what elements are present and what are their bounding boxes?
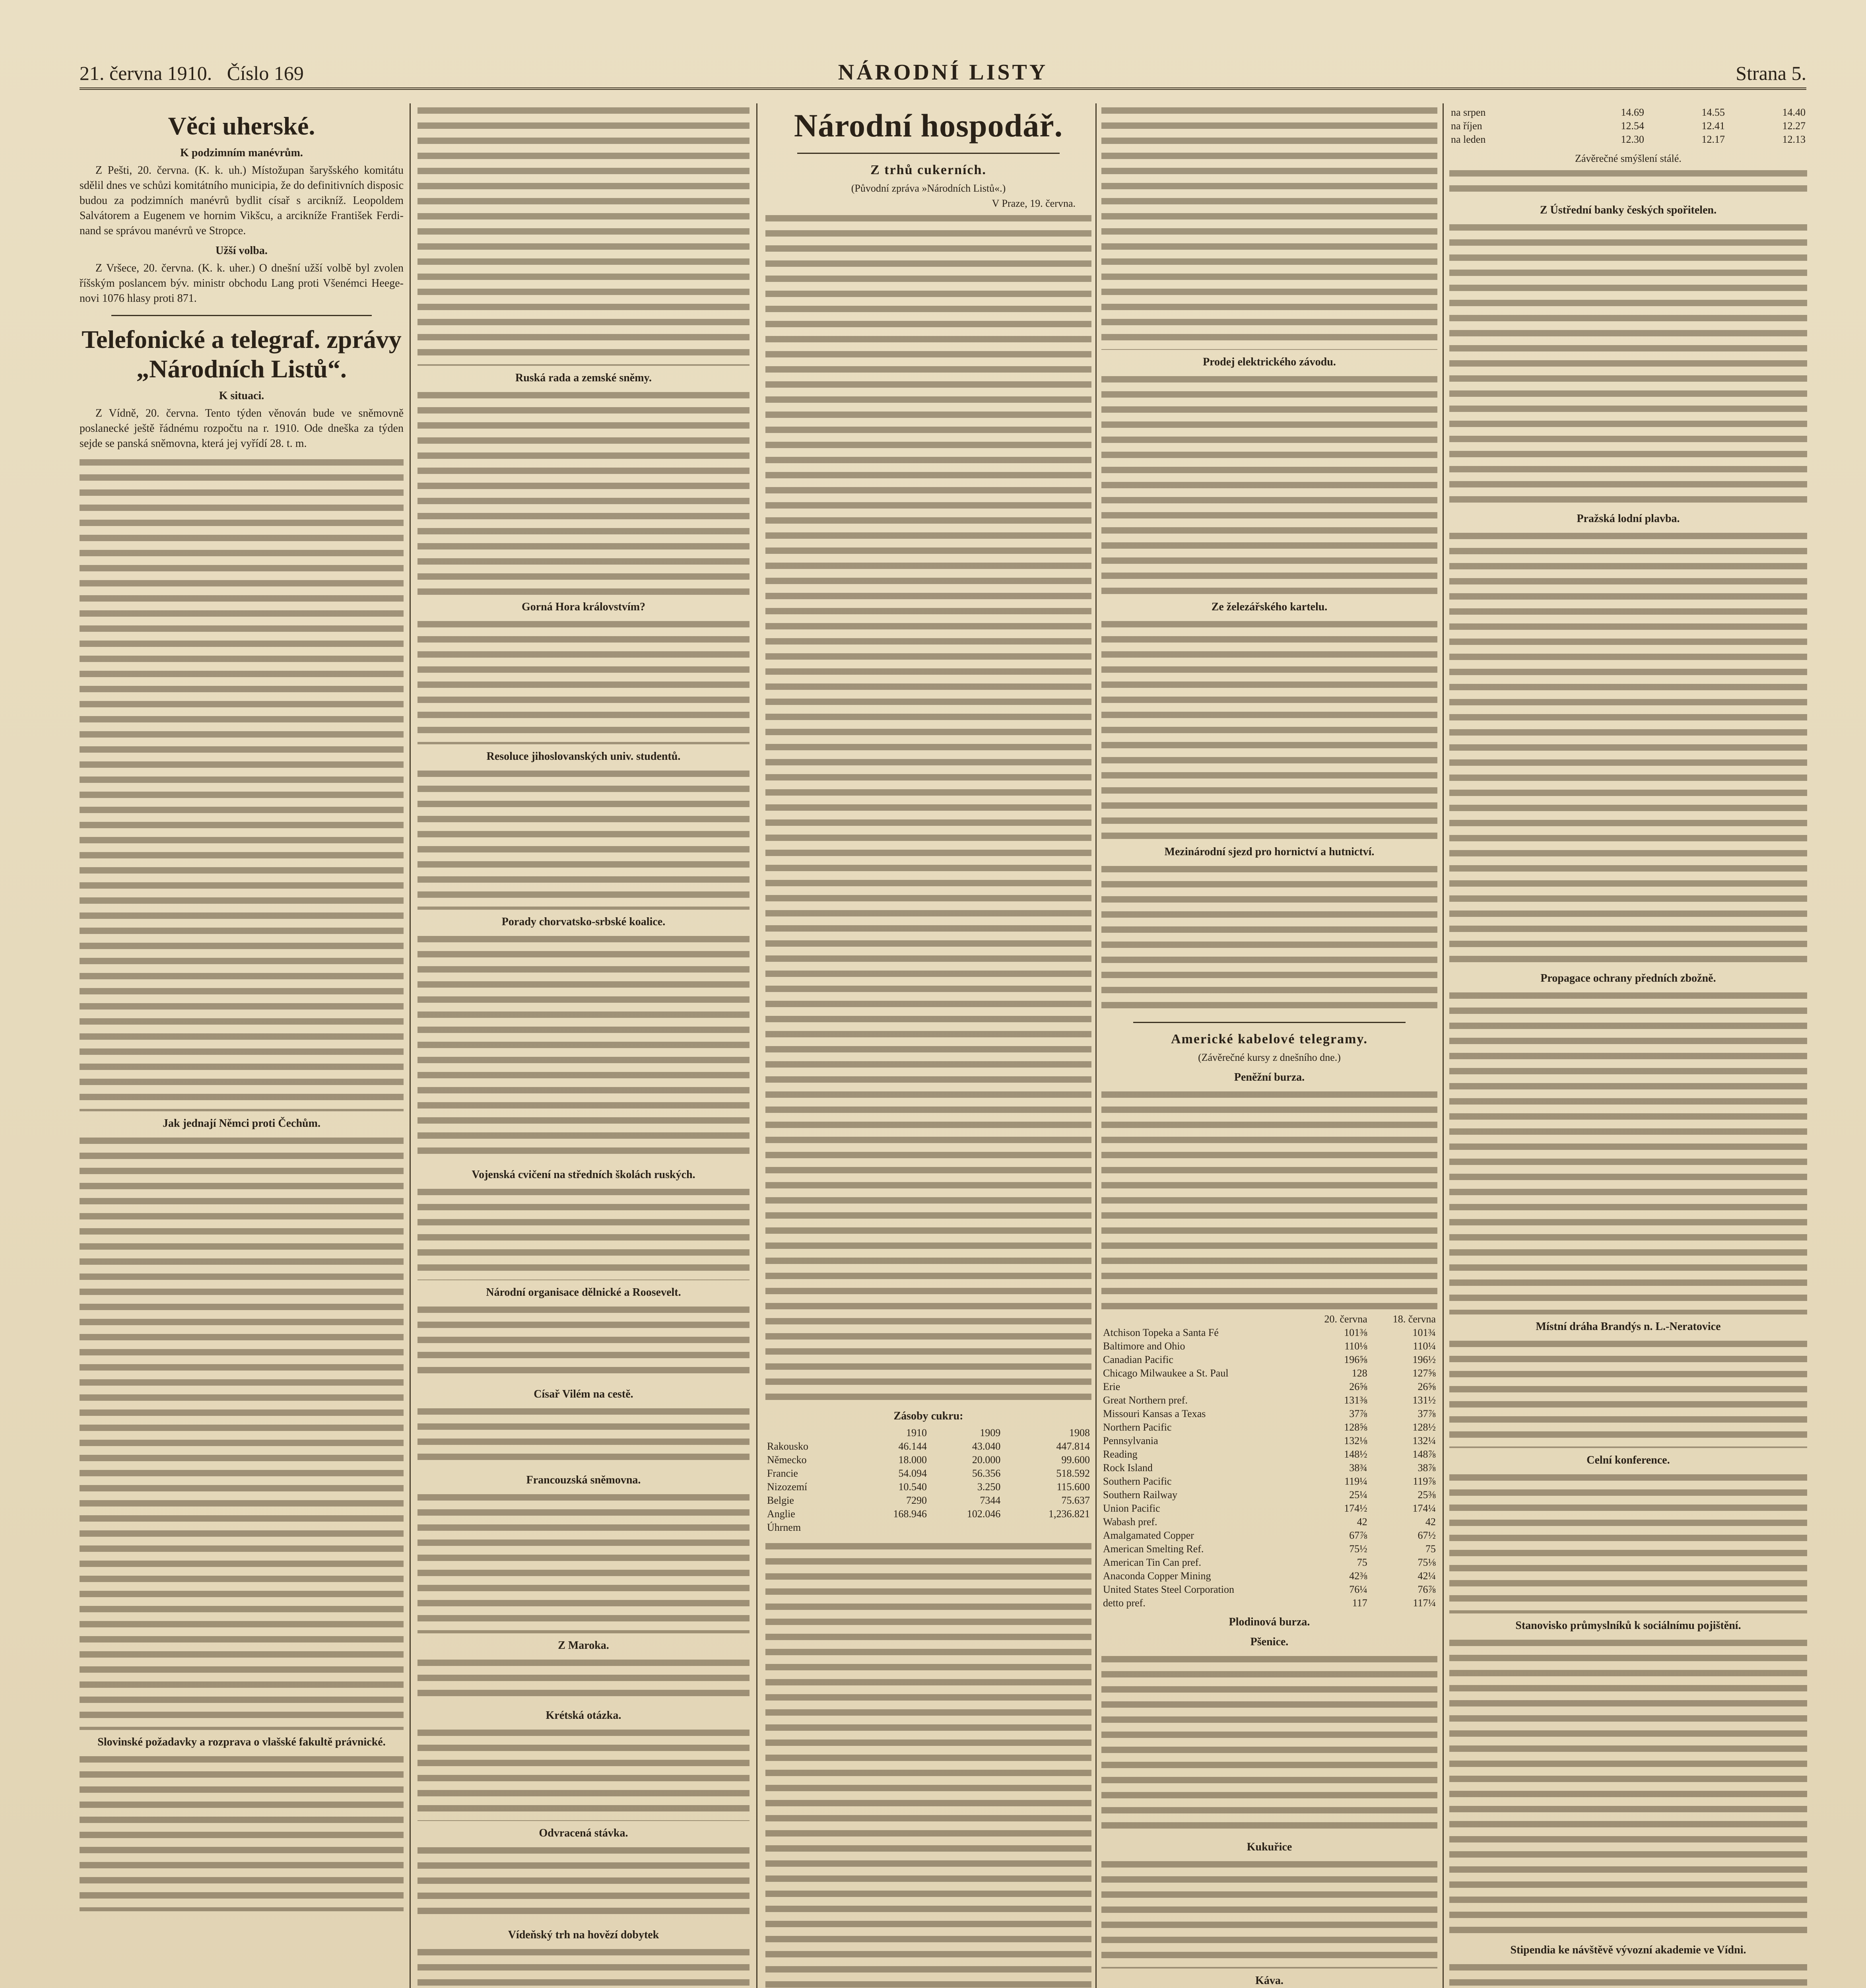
- text-body: [417, 1656, 750, 1703]
- subheading: Národní organisace dělnické a Roosevelt.: [486, 1286, 681, 1299]
- table-row: Belgie 7290 7344 75.637: [767, 1495, 1090, 1506]
- section-title-telegrams: Telefonické a telegraf. zprávy „Národních Listů“.: [82, 325, 402, 383]
- stock-row: Northern Pacific 128⅝ 128½: [1103, 1421, 1436, 1433]
- table-row: Nizozemí 10.540 3.250 115.600: [767, 1481, 1090, 1493]
- text-body: [80, 1752, 404, 1911]
- column-4: [1101, 103, 1437, 1988]
- divider: [1133, 1022, 1406, 1023]
- stock-quotes-table: [1101, 1312, 1437, 1610]
- section-title-economy: Národní hospodář.: [794, 107, 1063, 144]
- column-2: [417, 103, 750, 1988]
- stock-row: Atchison Topeka a Santa Fé 101⅜ 101¾: [1103, 1327, 1436, 1338]
- text-body: [1101, 372, 1437, 595]
- article-title-sugar: Z trhů cukerních.: [870, 163, 986, 177]
- stock-row: Wabash pref. 42 42: [1103, 1516, 1436, 1528]
- text-body: [417, 767, 750, 910]
- text-body: [1449, 988, 1807, 1314]
- stock-row: American Smelting Ref. 75½ 75: [1103, 1543, 1436, 1555]
- stock-row: Chicago Milwaukee a St. Paul 128 127⅝: [1103, 1367, 1436, 1379]
- stock-row: Pennsylvania 132⅛ 132¼: [1103, 1435, 1436, 1446]
- table-total-row: Úhrnem: [767, 1522, 801, 1533]
- text-body: [417, 388, 750, 595]
- page-number: Strana 5.: [1736, 62, 1806, 84]
- text-body: [1449, 1636, 1807, 1938]
- text-body: [765, 211, 1091, 1404]
- subheading: Odvracená stávka.: [539, 1827, 628, 1839]
- subheading: Užší volba.: [216, 245, 268, 257]
- text-body: [1449, 1960, 1807, 1988]
- subheading: Stanovisko průmyslníků k sociálnímu pojištění.: [1515, 1619, 1741, 1632]
- page-header: [80, 60, 1806, 90]
- year-header: 1910: [906, 1427, 927, 1439]
- text-body: [1101, 862, 1437, 1013]
- table-row: na srpen 14.69 14.55 14.40: [1451, 107, 1806, 118]
- subheading: Káva.: [1255, 1974, 1283, 1987]
- text-body: [1101, 1652, 1437, 1835]
- subheading: Z Ústřední banky českých spořitelen.: [1540, 204, 1717, 216]
- subheading: Z Maroka.: [558, 1639, 609, 1652]
- subheading: Pražská lodní plavba.: [1577, 513, 1680, 525]
- subheading: Ze železářského kartelu.: [1211, 601, 1328, 613]
- divider: [111, 315, 372, 316]
- section-title-hungarian: Věci uherské.: [168, 112, 315, 140]
- subheading: Vídeňský trh na hovězí dobytek: [508, 1929, 659, 1941]
- column-rule: [1443, 103, 1444, 1988]
- stock-row: American Tin Can pref. 75 75⅛: [1103, 1557, 1436, 1568]
- year-header: 1908: [1069, 1427, 1090, 1439]
- text-body: [417, 1726, 750, 1821]
- sugar-stock-table: [765, 1426, 1091, 1534]
- text-body: [80, 455, 404, 1111]
- stock-row: United States Steel Corporation 76¼ 76⅞: [1103, 1584, 1436, 1595]
- subheading: Ruská rada a zemské sněmy.: [515, 372, 652, 384]
- table-row: Anglie 168.946 102.046 1,236.821: [767, 1508, 1090, 1520]
- source-note: (Původní zpráva »Národních Listů«.): [851, 182, 1006, 194]
- column-rule: [410, 103, 411, 1988]
- stock-row: Reading 148½ 148⅞: [1103, 1448, 1436, 1460]
- text-body: [417, 1490, 750, 1633]
- table-heading: Zásoby cukru:: [893, 1410, 963, 1422]
- text-body: [417, 103, 750, 366]
- text-body: [765, 1539, 1091, 1988]
- text-body: [417, 1843, 750, 1923]
- stock-row: Missouri Kansas a Texas 37⅞ 37⅞: [1103, 1408, 1436, 1419]
- table-row: na leden 12.30 12.17 12.13: [1451, 134, 1806, 145]
- subheading: Peněžní burza.: [1234, 1071, 1305, 1083]
- subheading: Kukuřice: [1247, 1841, 1292, 1853]
- stock-row: Amalgamated Copper 67⅞ 67½: [1103, 1530, 1436, 1541]
- year-header: 1909: [980, 1427, 1001, 1439]
- subheading: Francouzská sněmovna.: [526, 1474, 641, 1486]
- text-body: [417, 932, 750, 1163]
- text-body: [1101, 103, 1437, 350]
- subheading: Mezinárodní sjezd pro hornictví a hutnictví.: [1164, 846, 1375, 858]
- subheading: Vojenská cvičení na středních školách ruských.: [472, 1169, 695, 1181]
- subheading: Slovinské požadavky a rozprava o vlašské fakultě právnické.: [97, 1736, 386, 1748]
- subheading: Gorná Hora královstvím?: [521, 601, 646, 613]
- section-note: (Závěrečné kursy z dnešního dne.): [1198, 1052, 1341, 1063]
- subheading: Propagace ochrany předních zbožně.: [1540, 972, 1716, 984]
- subheading: Pšenice.: [1250, 1636, 1289, 1648]
- subheading: Místní dráha Brandýs n. L.-Neratovice: [1536, 1320, 1721, 1333]
- stock-row: Union Pacific 174½ 174¼: [1103, 1503, 1436, 1514]
- table-header-row: [765, 1426, 1091, 1440]
- section-title-cables: Americké kabelové telegramy.: [1171, 1032, 1368, 1046]
- text-body: [1449, 220, 1807, 507]
- text-body: [417, 1945, 750, 1988]
- article-paragraph: Z Vršece, 20. června. (K. k. uher.) O dnešní užší volbě byl zvolen říšským poslancem býv. ministr obchodu Lang proti Všenémci Heegenovi 1076 hlasy proti 871.: [80, 262, 404, 305]
- masthead: NÁRODNÍ LISTY: [838, 60, 1048, 85]
- text-body: [1101, 1087, 1437, 1310]
- stock-row: Anaconda Copper Mining 42⅜ 42¼: [1103, 1570, 1436, 1582]
- text-body: [1101, 617, 1437, 840]
- subheading: Prodej elektrického závodu.: [1203, 356, 1336, 368]
- text-body: [417, 1303, 750, 1382]
- subheading: Císař Vilém na cestě.: [534, 1388, 633, 1400]
- subheading: K podzimním manévrům.: [180, 147, 303, 159]
- subheading: Celní konference.: [1586, 1454, 1670, 1466]
- text-body: [417, 617, 750, 744]
- column-rule: [756, 103, 757, 1988]
- issue-number: Číslo 169: [227, 62, 304, 84]
- divider: [797, 153, 1060, 154]
- stock-row: Erie 26⅝ 26⅝: [1103, 1381, 1436, 1392]
- article-paragraph: Z Vídně, 20. června. Tento týden věnován bude ve sněmovně poslanecké ještě řádnému rozpočtu na r. 1910. Ode dneška za týden sejde se panská sněmovna, která jej vyřídí 28. t. m.: [80, 407, 404, 450]
- subheading: Jak jednají Němci proti Čechům.: [163, 1117, 320, 1130]
- subheading: Plodinová burza.: [1229, 1616, 1310, 1628]
- column-3: [765, 103, 1091, 1988]
- column-rule: [1095, 103, 1097, 1988]
- stock-row: Great Northern pref. 131⅜ 131½: [1103, 1394, 1436, 1406]
- market-note: Závěrečné smýšlení stálé.: [1575, 153, 1682, 164]
- stock-row: Baltimore and Ohio 110⅛ 110¼: [1103, 1340, 1436, 1352]
- text-body: [1449, 1470, 1807, 1613]
- text-body: [417, 1404, 750, 1468]
- subheading: Porady chorvatsko-srbské koalice.: [501, 916, 666, 928]
- table-row: Rakousko 46.144 43.040 447.814: [767, 1441, 1090, 1452]
- subheading: K situaci.: [219, 390, 264, 402]
- issue-date: 21. června 1910. Číslo 169: [80, 62, 304, 84]
- stock-row: Canadian Pacific 196⅝ 196½: [1103, 1354, 1436, 1365]
- table-row: Francie 54.094 56.356 518.592: [767, 1468, 1090, 1479]
- stock-row: Rock Island 38¾ 38⅞: [1103, 1462, 1436, 1474]
- article-paragraph: Z Pešti, 20. června. (K. k. uh.) Místožupan šaryšského komitátu sdělil dnes ve schůzi komitátního municipia, že do definitivních disposic budou za podzimních manévrů bydlit císař s arcikníž. Leopoldem Salvátorem a Eugenem ve hornim Vikšcu, a arcikníže František Ferdinand se správou manévrů ve Stropce.: [80, 164, 404, 237]
- stock-row: Southern Railway 25¼ 25⅜: [1103, 1489, 1436, 1501]
- table-header-row: 20. června 18. června: [1324, 1313, 1436, 1325]
- stock-row: Southern Pacific 119¼ 119⅞: [1103, 1475, 1436, 1487]
- text-body: [1449, 1337, 1807, 1448]
- table-row: Německo 18.000 20.000 99.600: [767, 1454, 1090, 1466]
- futures-table: [1449, 106, 1807, 146]
- subheading: Resoluce jihoslovanských univ. studentů.: [486, 750, 681, 763]
- dateline: V Praze, 19. června.: [992, 198, 1076, 209]
- column-5: [1449, 103, 1807, 1988]
- text-body: [80, 1134, 404, 1730]
- subheading: Krétská otázka.: [546, 1709, 621, 1722]
- subheading: Stipendia ke návštěvě vývozní akademie ve Vídni.: [1510, 1944, 1746, 1956]
- column-1: [80, 103, 404, 1988]
- text-body: [417, 1185, 750, 1280]
- stock-row: detto pref. 117 117¼: [1103, 1597, 1436, 1609]
- text-body: [1101, 1857, 1437, 1969]
- table-row: na říjen 12.54 12.41 12.27: [1451, 120, 1806, 132]
- text-body: [1449, 529, 1807, 966]
- text-body: [1449, 166, 1807, 198]
